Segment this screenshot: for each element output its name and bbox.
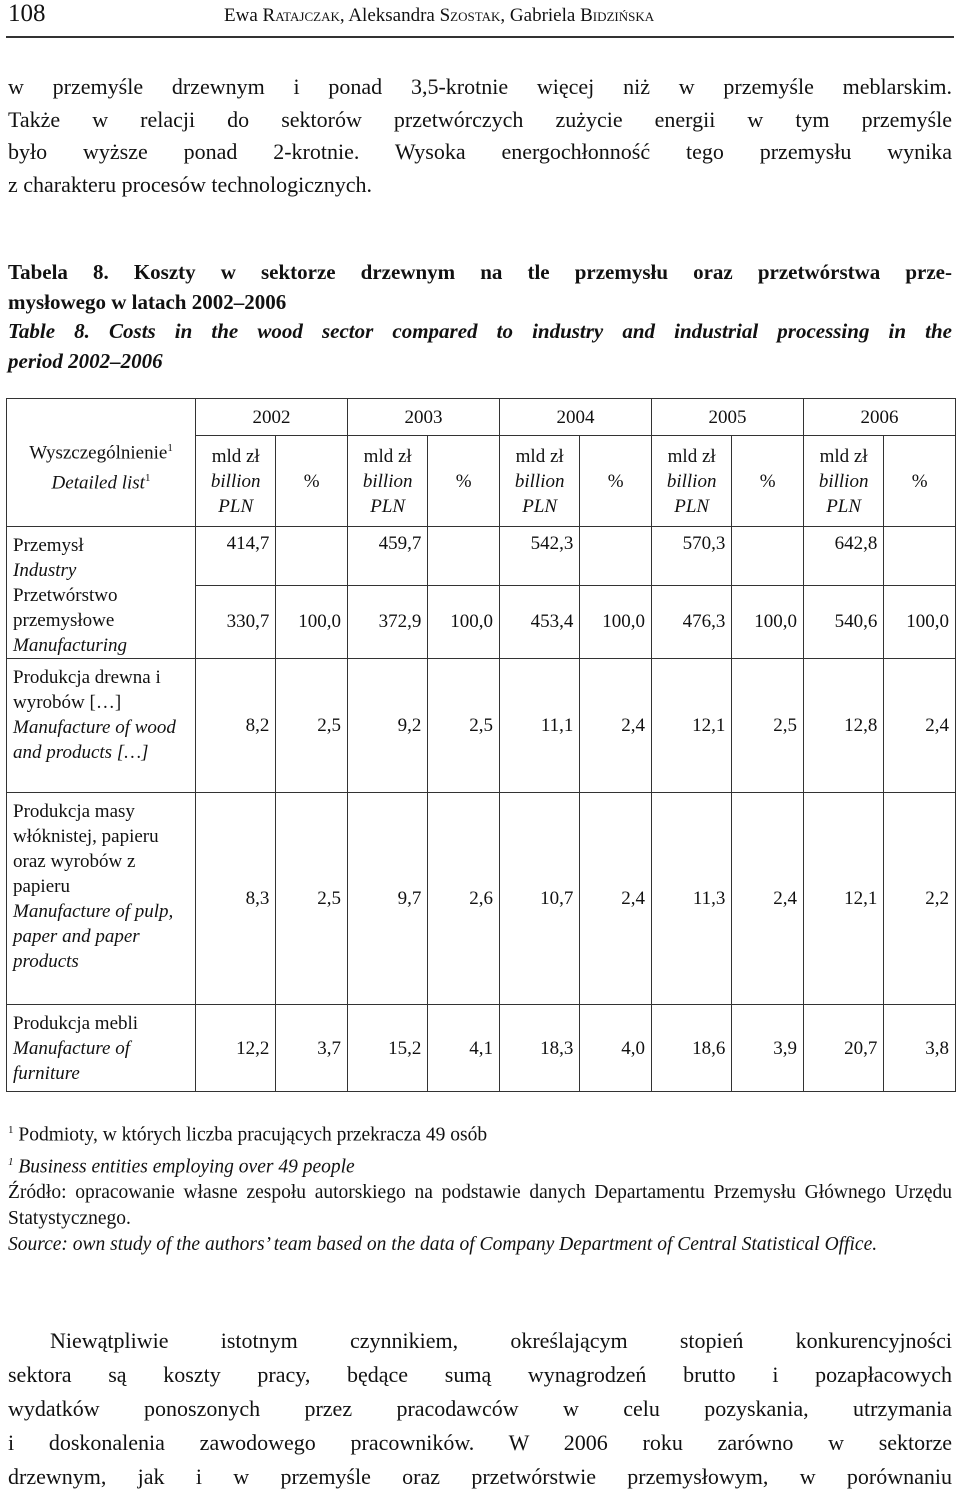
value-cell: 642,8 [803,527,883,586]
value-cell: 2,6 [428,793,500,1005]
sup: 1 [8,1124,14,1136]
value-cell: 542,3 [499,527,579,586]
percent-header: % [884,436,956,527]
text-line: drzewnym, jak i w przemyśle oraz przetwórstwie przemysłowym, w porównaniu [8,1464,952,1489]
caption-text: mysłowego w latach 2002–2006 [8,289,287,314]
value-cell: 18,6 [651,1005,731,1092]
value-cell [276,527,348,586]
unit-en: billion [666,470,717,492]
value-cell: 9,2 [347,659,427,793]
unit-en: PLN [522,495,558,517]
text-line: Niewątpliwie istotnym czynnikiem, określającym stopień konkurencyjności [50,1328,952,1353]
source-pl: Źródło: opracowanie własne zespołu autorskiego na podstawie danych Departamentu Przemysłu Głównego Urzędu Statystycznego. [8,1182,952,1229]
caption-label-en: Table 8. [8,319,90,343]
percent-header: % [276,436,348,527]
row-label [7,1005,196,1092]
author-first: Gabriela [509,5,576,26]
unit-header [196,436,276,527]
value-cell: 3,8 [884,1005,956,1092]
label-en: Industry [13,560,77,581]
text-line: sektora są koszty pracy, będące sumą wynagrodzeń brutto i pozapłacowych [8,1362,952,1387]
sep: , [500,5,506,26]
page-number: 108 [8,0,46,27]
year-header: 2002 [196,399,348,436]
footnote-en: Business entities employing over 49 people [18,1156,355,1177]
unit-pl: mld zł [667,445,716,467]
value-cell: 2,2 [884,793,956,1005]
corner-en: Detailed list [51,471,145,493]
value-cell: 372,9 [347,585,427,658]
caption-text-en: Costs in the wood sector compared to industry and industrial processing in the [109,319,952,343]
value-cell: 3,9 [732,1005,804,1092]
value-cell: 459,7 [347,527,427,586]
value-cell: 4,0 [580,1005,652,1092]
value-cell: 3,7 [276,1005,348,1092]
unit-pl: mld zł [819,445,868,467]
year-header: 2005 [651,399,803,436]
value-cell: 8,2 [196,659,276,793]
label-en: Manufacture of furniture [13,1038,130,1084]
caption-label: Tabela 8. [8,260,109,284]
sup: 1 [167,442,173,455]
caption-text-en: period 2002–2006 [8,348,163,373]
percent-header: % [732,436,804,527]
corner-header [7,399,196,527]
percent-header: % [428,436,500,527]
sup: 1 [144,471,151,484]
unit-header [803,436,883,527]
author-last: Bidzińska [580,5,655,26]
author-last: Szostak [439,5,501,26]
unit-en: PLN [218,495,254,517]
unit-header [347,436,427,527]
value-cell: 2,4 [884,659,956,793]
value-cell: 2,4 [580,659,652,793]
year-header: 2004 [499,399,651,436]
year-header: 2003 [347,399,499,436]
label-en: Manufacturing [13,635,127,656]
author-first: Ewa [224,5,258,26]
text-line: wydatków ponoszonych przez pracodawców w celu pozyskania, utrzymania [8,1396,952,1421]
row-label [7,527,196,659]
label-pl: Przetwórstwo przemysłowe [13,585,118,631]
value-cell: 12,2 [196,1005,276,1092]
percent-header: % [580,436,652,527]
unit-en: PLN [370,495,406,517]
value-cell [580,527,652,586]
unit-en: billion [210,470,261,492]
unit-en: PLN [826,495,862,517]
label-en: Manufacture of pulp, paper and paper products [13,901,174,972]
label-pl: Przemysł [13,535,84,556]
unit-pl: mld zł [211,445,260,467]
value-cell: 100,0 [732,585,804,658]
value-cell: 2,5 [732,659,804,793]
value-cell: 2,5 [428,659,500,793]
text-line: z charakteru procesów technologicznych. [8,171,373,197]
label-en: Manufacture of wood and products […] [13,717,176,763]
value-cell: 414,7 [196,527,276,586]
value-cell: 4,1 [428,1005,500,1092]
author-last: Ratajczak [262,5,340,26]
value-cell: 12,1 [651,659,731,793]
value-cell: 453,4 [499,585,579,658]
label-pl: Produkcja mebli [13,1013,139,1034]
value-cell: 12,8 [803,659,883,793]
unit-en: PLN [674,495,710,517]
unit-pl: mld zł [363,445,412,467]
unit-en: billion [362,470,413,492]
value-cell: 540,6 [803,585,883,658]
intro-paragraph [8,71,952,201]
sup: 1 [8,1155,14,1168]
value-cell: 20,7 [803,1005,883,1092]
year-header: 2006 [803,399,955,436]
author-first: Aleksandra [348,5,435,26]
caption-text: Koszty w sektorze drzewnym na tle przemysłu oraz przetwórstwa prze- [133,260,952,284]
unit-header [651,436,731,527]
label-pl: Produkcja masy włóknistej, papieru oraz wyrobów z papieru [13,801,159,897]
footnote-pl: Podmioty, w których liczba pracujących przekracza 49 osób [18,1124,488,1146]
row-label [7,659,196,793]
footnotes [8,1117,952,1258]
value-cell: 10,7 [499,793,579,1005]
unit-en: billion [818,470,869,492]
row-label [7,793,196,1005]
value-cell [732,527,804,586]
value-cell: 2,5 [276,659,348,793]
value-cell: 100,0 [276,585,348,658]
value-cell: 11,1 [499,659,579,793]
value-cell: 9,7 [347,793,427,1005]
label-pl: Produkcja drewna i wyrobów […] [13,667,161,713]
unit-header [499,436,579,527]
value-cell: 12,1 [803,793,883,1005]
text-line: Także w relacji do sektorów przetwórczych zużycie energii w tym przemyśle [8,106,952,132]
text-line: i doskonalenia zawodowego pracowników. W 2006 roku zarówno w sektorze [8,1430,952,1455]
value-cell: 2,4 [732,793,804,1005]
value-cell [884,527,956,586]
value-cell: 15,2 [347,1005,427,1092]
value-cell: 100,0 [580,585,652,658]
running-header [6,0,954,38]
unit-pl: mld zł [515,445,564,467]
value-cell: 100,0 [428,585,500,658]
costs-table [6,398,956,1092]
authors [224,5,654,27]
value-cell: 100,0 [884,585,956,658]
source-en: Source: own study of the authors’ team based on the data of Company Department of Central Statistical Office. [8,1234,878,1255]
value-cell: 11,3 [651,793,731,1005]
value-cell: 330,7 [196,585,276,658]
text-line: w przemyśle drzewnym i ponad 3,5-krotnie więcej niż w przemyśle meblarskim. [8,74,952,99]
value-cell: 570,3 [651,527,731,586]
value-cell: 2,5 [276,793,348,1005]
value-cell [428,527,500,586]
value-cell: 8,3 [196,793,276,1005]
corner-pl: Wyszczególnienie [29,442,168,464]
value-cell: 476,3 [651,585,731,658]
body-paragraph [8,1324,952,1494]
value-cell: 2,4 [580,793,652,1005]
text-line: było wyższe ponad 2-krotnie. Wysoka energochłonność tego przemysłu wynika [8,139,952,164]
sep: , [339,5,345,26]
unit-en: billion [514,470,565,492]
value-cell: 18,3 [499,1005,579,1092]
table-caption [8,258,952,376]
